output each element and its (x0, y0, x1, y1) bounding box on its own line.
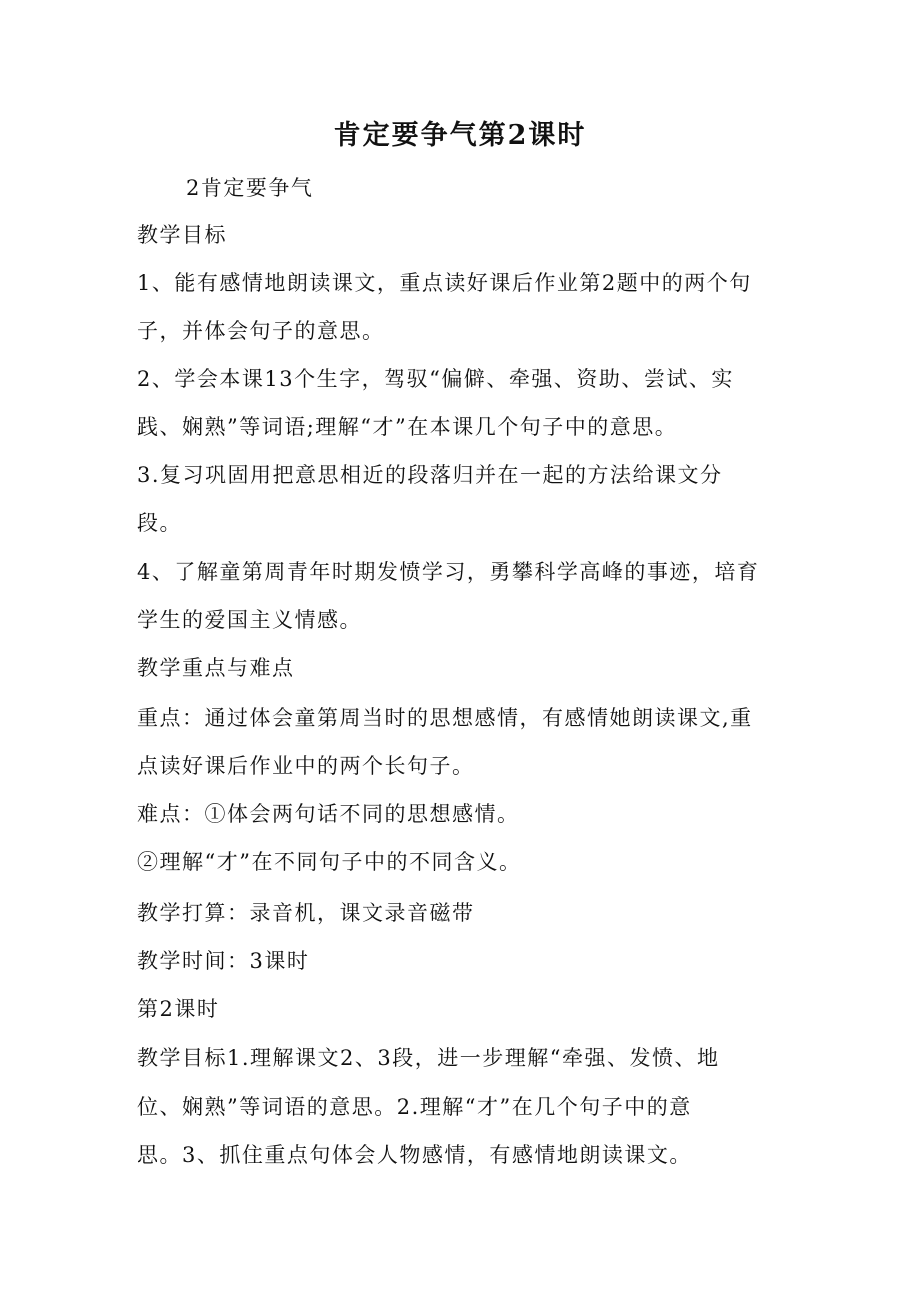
section-heading-period: 第2课时 (137, 997, 220, 1021)
section-heading-objectives: 教学目标 (137, 223, 227, 247)
paragraph-line: 重点：通过体会童第周当时的思想感情，有感情她朗读课文,重 (137, 706, 753, 730)
paragraph-line: 2、学会本课13个生字，驾驭“偏僻、牵强、资助、尝试、实 (137, 367, 734, 391)
paragraph-line: 1、能有感情地朗读课文，重点读好课后作业第2题中的两个句 (137, 271, 752, 295)
paragraph-line: 子，并体会句子的意思。 (137, 319, 385, 343)
paragraph-line: 学生的爱国主义情感。 (137, 608, 362, 632)
paragraph-line: 4、了解童第周青年时期发愤学习，勇攀科学高峰的事迹，培育 (137, 560, 760, 584)
paragraph-line: 教学目标1.理解课文2、3段，进一步理解“牵强、发愤、地 (137, 1046, 720, 1070)
section-heading-key-points: 教学重点与难点 (137, 656, 295, 680)
paragraph-line: ②理解“才”在不同句子中的不同含义。 (137, 850, 522, 874)
paragraph-line: 践、娴熟”等词语;理解“才”在本课几个句子中的意思。 (137, 415, 678, 439)
paragraph-line: 位、娴熟”等词语的意思。2.理解“才”在几个句子中的意 (137, 1095, 692, 1119)
paragraph-line: 教学打算：录音机，课文录音磁带 (137, 901, 475, 925)
paragraph-line: 3.复习巩固用把意思相近的段落归并在一起的方法给课文分 (137, 463, 723, 487)
paragraph-line: 难点：①体会两句话不同的思想感情。 (137, 802, 520, 826)
document-title: 肯定要争气第2课时 (333, 120, 587, 151)
paragraph-line: 教学时间：3课时 (137, 949, 310, 973)
lesson-subtitle: 2肯定要争气 (186, 176, 314, 200)
paragraph-line: 段。 (137, 511, 182, 535)
paragraph-line: 点读好课后作业中的两个长句子。 (137, 754, 475, 778)
paragraph-line: 思。3、抓住重点句体会人物感情，有感情地朗读课文。 (137, 1143, 692, 1167)
